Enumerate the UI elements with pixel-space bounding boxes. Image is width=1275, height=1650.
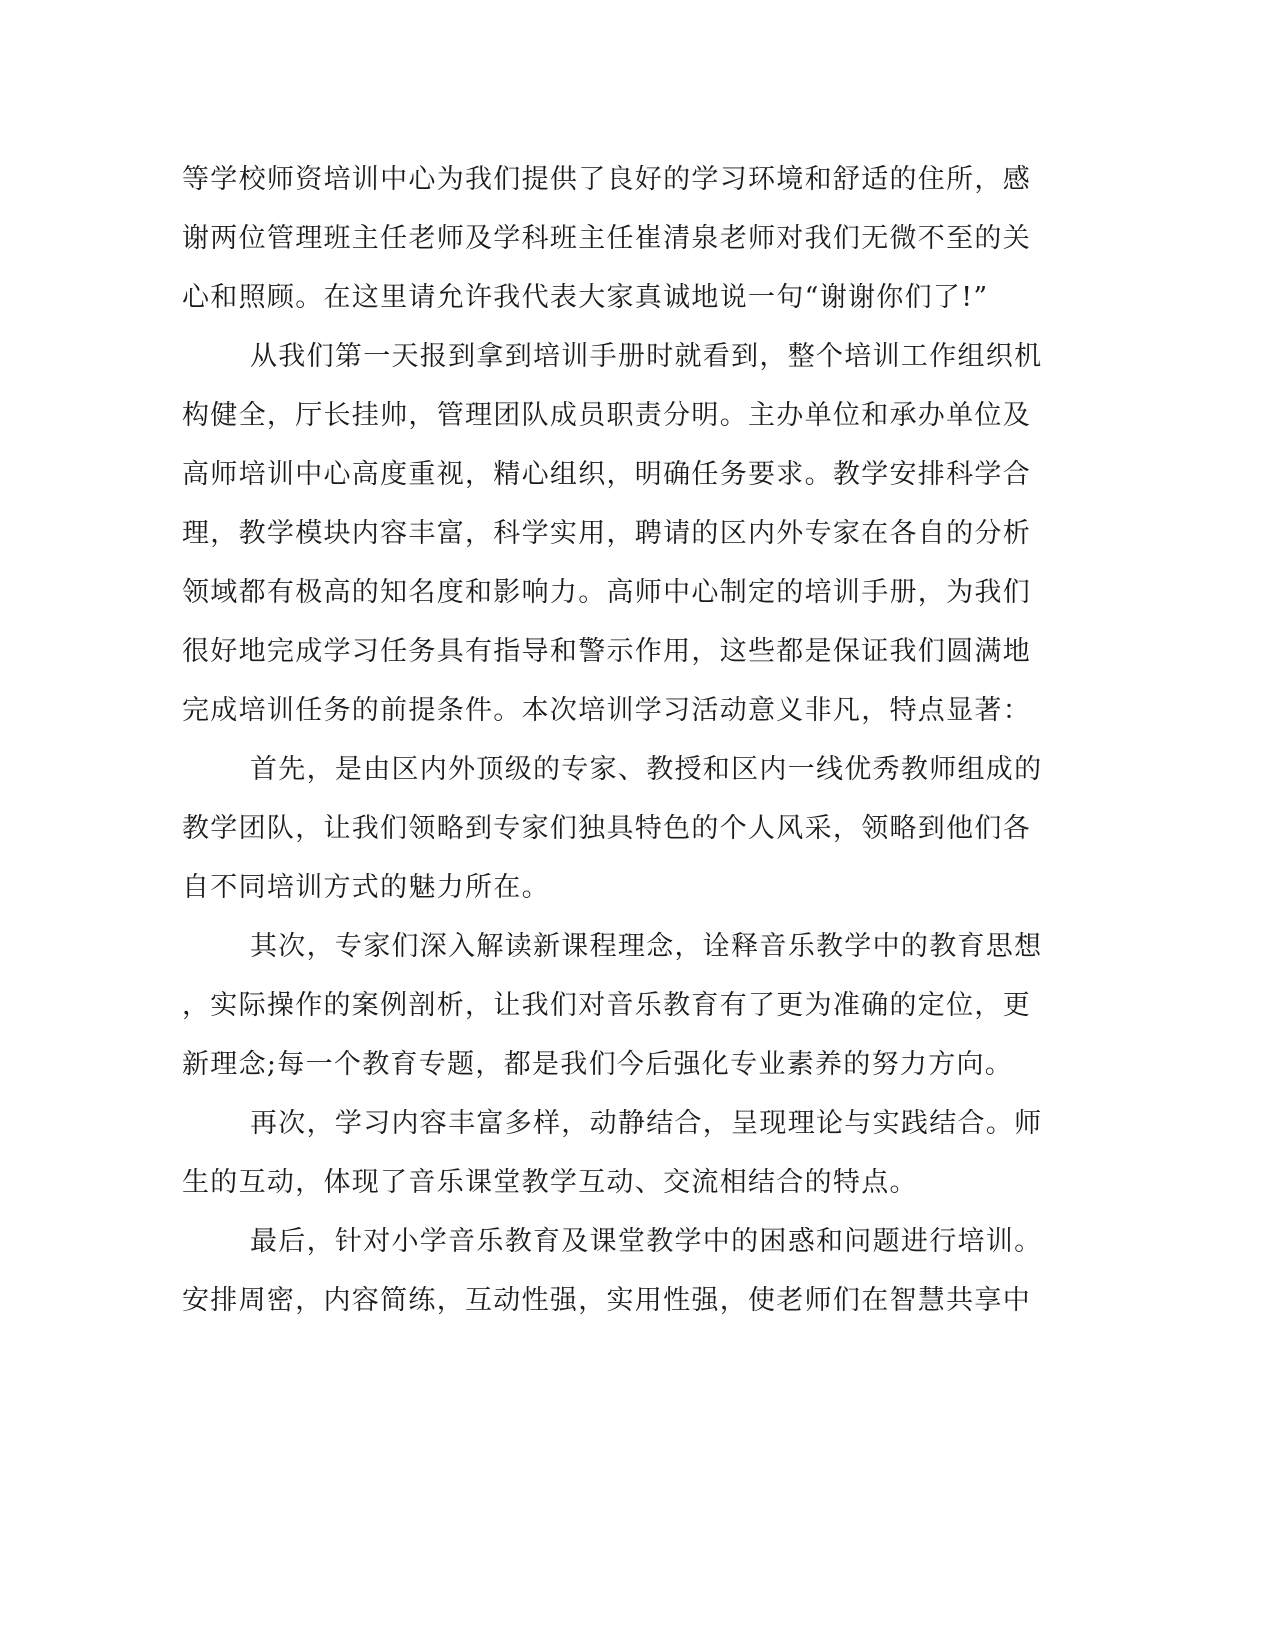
- text-line: 生的互动，体现了音乐课堂教学互动、交流相结合的特点。: [182, 1167, 918, 1198]
- text-line: 领域都有极高的知名度和影响力。高师中心制定的培训手册，为我们: [182, 577, 1031, 608]
- paragraph-first-line: 其次，专家们深入解读新课程理念，诠释音乐教学中的教育思想: [250, 931, 1043, 962]
- text-line: ，实际操作的案例剖析，让我们对音乐教育有了更为准确的定位，更: [182, 990, 1031, 1021]
- text-line: 很好地完成学习任务具有指导和警示作用，这些都是保证我们圆满地: [182, 636, 1031, 667]
- paragraph-first-line: 从我们第一天报到拿到培训手册时就看到，整个培训工作组织机: [250, 341, 1043, 372]
- text-line: 理，教学模块内容丰富，科学实用，聘请的区内外专家在各自的分析: [182, 518, 1031, 549]
- paragraph-first-line: 最后，针对小学音乐教育及课堂教学中的困惑和问题进行培训。: [250, 1226, 1043, 1257]
- text-line: 等学校师资培训中心为我们提供了良好的学习环境和舒适的住所，感: [182, 164, 1031, 195]
- text-line: 新理念;每一个教育专题，都是我们今后强化专业素养的努力方向。: [182, 1049, 1014, 1080]
- text-line: 心和照顾。在这里请允许我代表大家真诚地说一句“谢谢你们了!”: [182, 282, 989, 313]
- paragraph-first-line: 再次，学习内容丰富多样，动静结合，呈现理论与实践结合。师: [250, 1108, 1043, 1139]
- text-line: 教学团队，让我们领略到专家们独具特色的个人风采，领略到他们各: [182, 813, 1031, 844]
- text-line: 谢两位管理班主任老师及学科班主任崔清泉老师对我们无微不至的关: [182, 223, 1031, 254]
- text-line: 完成培训任务的前提条件。本次培训学习活动意义非凡，特点显著：: [182, 695, 1031, 726]
- text-line: 安排周密，内容简练，互动性强，实用性强，使老师们在智慧共享中: [182, 1285, 1031, 1316]
- text-line: 自不同培训方式的魅力所在。: [182, 872, 550, 903]
- paragraph-first-line: 首先，是由区内外顶级的专家、教授和区内一线优秀教师组成的: [250, 754, 1043, 785]
- text-line: 高师培训中心高度重视，精心组织，明确任务要求。教学安排科学合: [182, 459, 1031, 490]
- text-line: 构健全，厅长挂帅，管理团队成员职责分明。主办单位和承办单位及: [182, 400, 1031, 431]
